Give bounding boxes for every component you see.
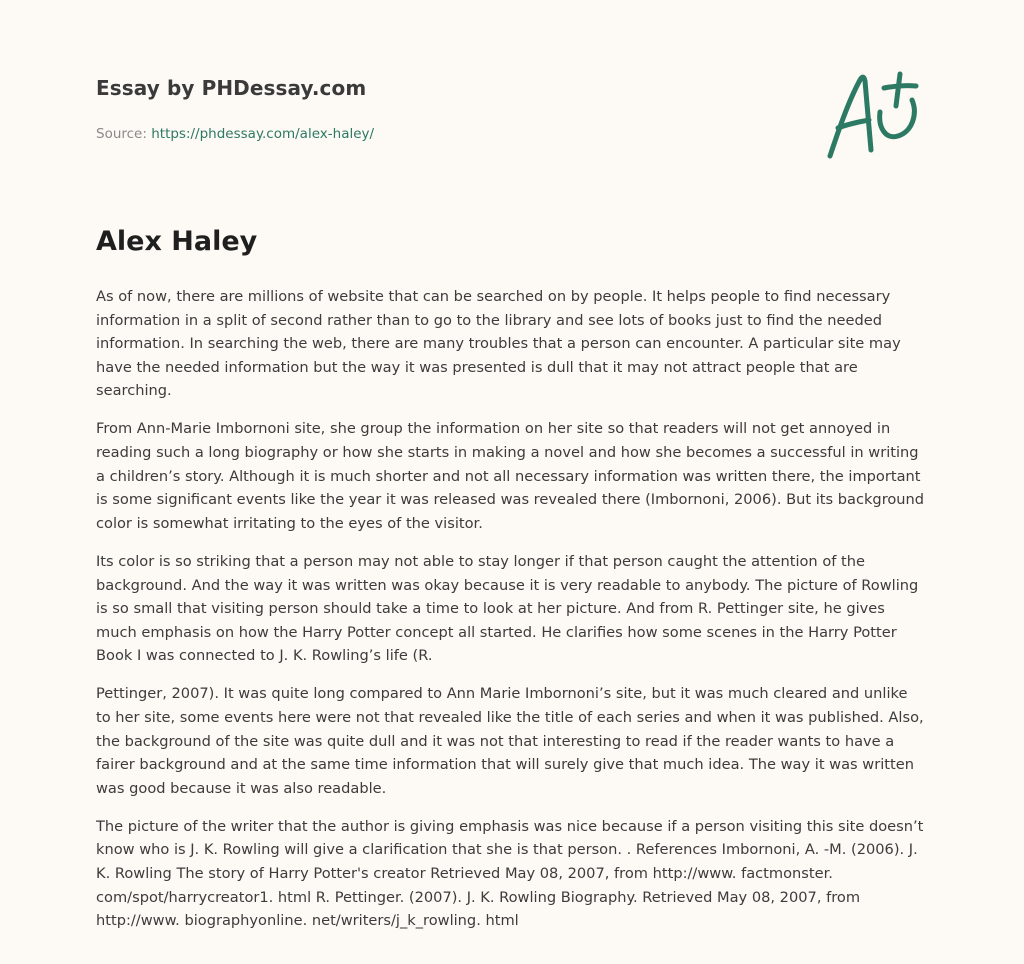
essay-paragraph: As of now, there are millions of website that can be searched on by people. It helps people to find necessary information in a split of second rather than to go to the library and see lots of books just to find the needed information. In searching the web, there are many troubles that a person can encounter. A particular site may have the needed information but the way it was presented is dull that it may not attract people that are searching. <box>96 288 901 400</box>
essay-title: Alex Haley <box>96 226 258 257</box>
source-line <box>96 126 374 142</box>
page-header <box>96 76 926 186</box>
source-label: Source: <box>96 126 152 142</box>
a-plus-grade-icon <box>824 70 924 162</box>
essay-paragraph: Pettinger, 2007). It was quite long compared to Ann Marie Imbornoni’s site, but it was much cleared and unlike to her site, some events here were not that revealed like the title of each series and when it was published. Also, the background of the site was quite dull and it was not that interesting to read if the reader wants to have a fairer background and at the same time information that will surely give that much idea. The way it was written was good because it was also readable. <box>96 685 924 797</box>
essay-paragraph: The picture of the writer that the author is giving emphasis was nice because if a person visiting this site doesn’t know who is J. K. Rowling will give a clarification that she is that person. . References Imbornoni, A. -M. (2006). J. K. Rowling The story of Harry Potter's creator Retrieved May 08, 2007, from http://www. factmonster. com/spot/harrycreator1. html R. Pettinger. (2007). J. K. Rowling Biography. Retrieved May 08, 2007, from http://www. biographyonline. net/writers/j_k_rowling. html <box>96 817 924 930</box>
essay-body <box>96 285 926 947</box>
essay-paragraph: From Ann-Marie Imbornoni site, she group the information on her site so that readers will not get annoyed in reading such a long biography or how she starts in making a novel and how she becomes a successful in writing a children’s story. Although it is much shorter and not all necessary information was written there, the important is some significant events like the year it was released was revealed there (Imbornoni, 2006). But its background color is somewhat irritating to the eyes of the visitor. <box>96 420 925 532</box>
essay-paragraph: Its color is so striking that a person may not able to stay longer if that person caught the attention of the background. And the way it was written was okay because it is very readable to anybody. The picture of Rowling is so small that visiting person should take a time to look at her picture. And from R. Pettinger site, he gives much emphasis on how the Harry Potter concept all started. He clarifies how some scenes in the Harry Potter Book I was connected to J. K. Rowling’s life (R. <box>96 552 919 665</box>
site-title: Essay by PHDessay.com <box>96 76 367 100</box>
source-link[interactable]: https://phdessay.com/alex-haley/ <box>151 126 375 142</box>
